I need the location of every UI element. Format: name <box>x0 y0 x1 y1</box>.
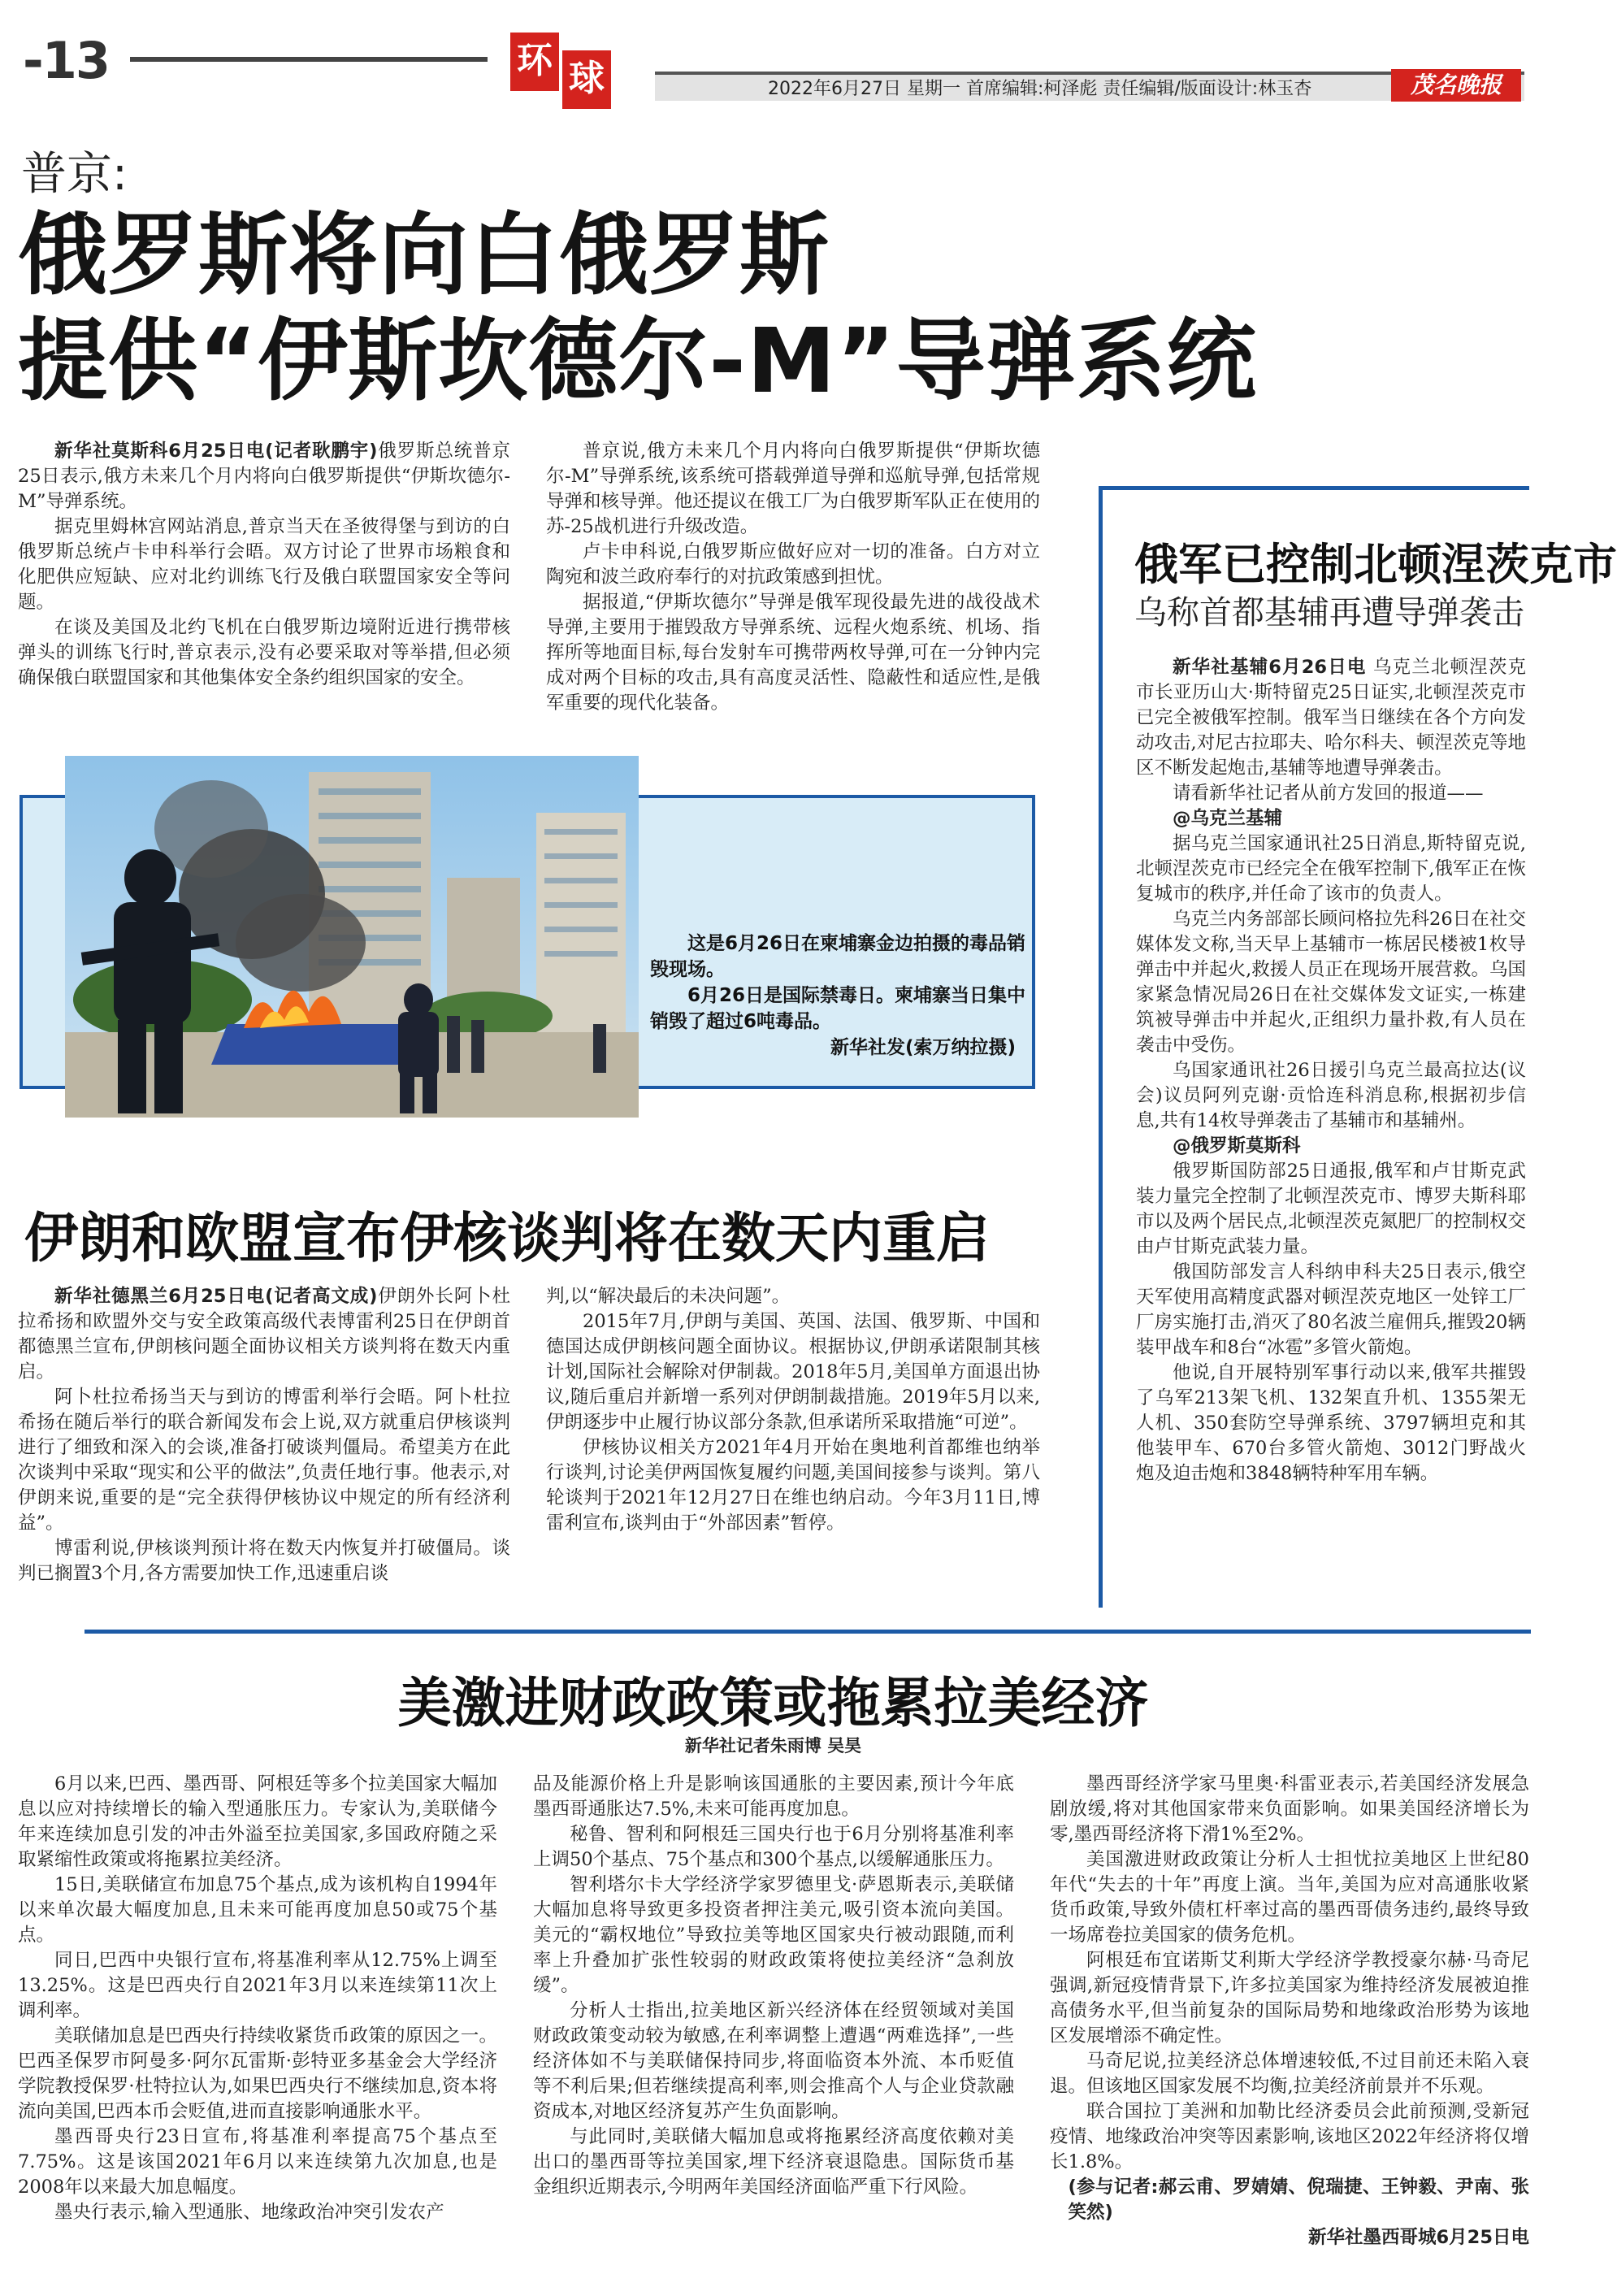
main-article-col1 <box>18 439 510 691</box>
main-col2-p2: 卢卡申科说,白俄罗斯应做好应对一切的准备。白方对立陶宛和波兰政府奉行的对抗政策感到担忧。 <box>546 541 1040 588</box>
latam-refs: (参与记者:郝云甫、罗婧婧、倪瑞捷、王钟毅、尹南、张笑然) <box>1068 2177 1529 2223</box>
latam-c1p3: 同日,巴西中央银行宣布,将基准利率从12.75%上调至13.25%。这是巴西央行自2021年3月以来连续第11次上调利率。 <box>18 1950 497 2021</box>
iran-p2: 阿卜杜拉希扬当天与到访的博雷利举行会晤。阿卜杜拉希扬在随后举行的联合新闻发布会上说,双方就重启伊核谈判进行了细致和深入的会谈,准备打破谈判僵局。希望美方在此次谈判中采取“现实和公平的做法”,负责任地行事。他表示,对伊朗来说,重要的是“完全获得伊核协议中规定的所有经济利益”。 <box>18 1387 510 1534</box>
side-article-title: 俄军已控制北顿涅茨克市 <box>1134 539 1617 590</box>
side-article-body <box>1136 655 1526 1487</box>
iran-lead: 新华社德黑兰6月25日电(记者高文成) <box>54 1286 378 1307</box>
header-info-text: 2022年6月27日 星期一 首席编辑:柯泽彪 责任编辑/版面设计:林玉杏 <box>768 79 1312 99</box>
latam-col1 <box>18 1772 497 2225</box>
iran-p4: 判,以“解决最后的未决问题”。 <box>546 1286 791 1307</box>
latam-c3p1: 墨西哥经济学家马里奥·科雷亚表示,若美国经济发展急剧放缓,将对其他国家带来负面影响。如果美国经济增长为零,墨西哥经济将下滑1%至2%。 <box>1050 1773 1529 1845</box>
page-number: -13 <box>23 31 110 90</box>
side-p4: 乌克兰内务部部长顾问格拉先科26日在社交媒体发文称,当天早上基辅市一栋居民楼被1枚导弹击中并起火,救援人员正在现场开展营救。乌国家紧急情况局26日在社交媒体发文证实,一栋建筑被导弹击中并起火,正组织力量扑救,有人员在袭击中受伤。 <box>1136 909 1526 1056</box>
main-col1-p3: 在谈及美国及北约飞机在白俄罗斯边境附近进行携带核弹头的训练飞行时,普京表示,没有必要采取对等举措,但必须确保俄白联盟国家和其他集体安全条约组织国家的安全。 <box>18 617 510 688</box>
caption-p1: 这是6月26日在柬埔寨金边拍摄的毒品销毁现场。 <box>650 933 1026 980</box>
latam-c1p1: 6月以来,巴西、墨西哥、阿根廷等多个拉美国家大幅加息以应对持续增长的输入型通胀压力。专家认为,美联储今年来连续加息引发的冲击外溢至拉美国家,多国政府随之采取紧缩性政策或将拖累拉美经济。 <box>18 1773 497 1870</box>
latam-c2p3: 智利塔尔卡大学经济学家罗德里戈·萨恩斯表示,美联储大幅加息将导致更多投资者押注美元,吸引资本流向美国。美元的“霸权地位”导致拉美等地区国家央行被动跟随,而利率上升叠加扩张性较弱的财政政策将使拉美经济“急刹放缓”。 <box>533 1874 1014 1996</box>
side-p3: 据乌克兰国家通讯社25日消息,斯特留克说,北顿涅茨克市已经完全在俄军控制下,俄军正在恢复城市的秩序,并任命了该市的负责人。 <box>1136 833 1526 905</box>
bottom-section-rule <box>85 1630 1531 1634</box>
main-article-col2 <box>546 439 1040 716</box>
side-lead: 新华社基辅6月26日电 <box>1173 657 1367 678</box>
latam-c2p2: 秘鲁、智利和阿根廷三国央行也于6月分别将基准利率上调50个基点、75个基点和300个基点,以缓解通胀压力。 <box>533 1824 1014 1870</box>
main-col2-p3: 据报道,“伊斯坎德尔”导弹是俄军现役最先进的战役战术导弹,主要用于摧毁敌方导弹系统、远程火炮系统、机场、指挥所等地面目标,每台发射车可携带两枚导弹,可在一分钟内完成对两个目标的攻击,具有高度灵活性、隐蔽性和适应性,是俄军重要的现代化装备。 <box>546 592 1040 714</box>
side-article-subtitle: 乌称首都基辅再遭导弹袭击 <box>1134 594 1524 632</box>
main-headline-line1: 俄罗斯将向白俄罗斯 <box>18 203 830 307</box>
latam-c2p1: 品及能源价格上升是影响该国通胀的主要因素,预计今年底墨西哥通胀达7.5%,未来可能再度加息。 <box>533 1773 1014 1820</box>
section-label-char-1: 环 <box>510 33 559 91</box>
latam-c1p4: 美联储加息是巴西央行持续收紧货币政策的原因之一。巴西圣保罗市阿曼多·阿尔瓦雷斯·彭特亚多基金会大学经济学院教授保罗·杜特拉认为,如果巴西央行不继续加息,资本将流向美国,巴西本币会贬值,进而直接影响通胀水平。 <box>18 2025 497 2122</box>
main-headline-line2: 提供“伊斯坎德尔-M”导弹系统 <box>18 309 1257 413</box>
latam-byline: 新华社记者朱雨博 吴昊 <box>684 1736 862 1756</box>
header-rule <box>130 57 488 62</box>
iran-p3: 博雷利说,伊核谈判预计将在数天内恢复并打破僵局。谈判已搁置3个月,各方需要加快工作,迅速重启谈 <box>18 1538 510 1584</box>
photo-caption <box>650 931 1032 1061</box>
latam-c2p5: 与此同时,美联储大幅加息或将拖累经济高度依赖对美出口的墨西哥等拉美国家,埋下经济衰退隐患。国际货币基金组织近期表示,今明两年美国经济面临严重下行风险。 <box>533 2126 1014 2198</box>
side-p2: 请看新华社记者从前方发回的报道—— <box>1173 783 1484 804</box>
latam-article-title: 美激进财政政策或拖累拉美经济 <box>397 1672 1149 1734</box>
latam-c1p2: 15日,美联储宣布加息75个基点,成为该机构自1994年以来单次最大幅度加息,且未来可能再度加息50或75个基点。 <box>18 1874 497 1946</box>
latam-c2p4: 分析人士指出,拉美地区新兴经济体在经贸领域对美国财政政策变动较为敏感,在利率调整上遭遇“两难选择”,一些经济体如不与美联储保持同步,将面临资本外流、本币贬值等不利后果;但若继续提高利率,则会推高个人与企业贷款融资成本,对地区经济复苏产生负面影响。 <box>533 2000 1014 2122</box>
side-p5: 乌国家通讯社26日援引乌克兰最高拉达(议会)议员阿列克谢·贡恰连科消息称,根据初步信息,共有14枚导弹袭击了基辅市和基辅州。 <box>1136 1060 1526 1131</box>
iran-p6: 伊核协议相关方2021年4月开始在奥地利首都维也纳举行谈判,讨论美伊两国恢复履约问题,美国间接参与谈判。第八轮谈判于2021年12月27日在维也纳启动。今年3月11日,博雷利宣布,谈判由于“外部因素”暂停。 <box>546 1437 1040 1534</box>
side-p7: 俄国防部发言人科纳申科夫25日表示,俄空天军使用高精度武器对顿涅茨克地区一处锌工厂厂房实施打击,消灭了80名波兰雇佣兵,摧毁20辆装甲战车和8台“冰雹”多管火箭炮。 <box>1136 1261 1526 1358</box>
main-col1-p1: 俄罗斯总统普京25日表示,俄方未来几个月内将向白俄罗斯提供“伊斯坎德尔-M”导弹系统。 <box>18 441 510 512</box>
latam-col2 <box>533 1772 1014 2200</box>
iran-article-title: 伊朗和欧盟宣布伊核谈判将在数天内重启 <box>24 1207 990 1270</box>
side-p8: 他说,自开展特别军事行动以来,俄军共摧毁了乌军213架飞机、132架直升机、1355架无人机、350套防空导弹系统、3797辆坦克和其他装甲车、670台多管火箭炮、3012门野战火炮及迫击炮和3848辆特种军用车辆。 <box>1136 1362 1526 1484</box>
iran-p5: 2015年7月,伊朗与美国、英国、法国、俄罗斯、中国和德国达成伊朗核问题全面协议。根据协议,伊朗承诺限制其核计划,国际社会解除对伊制裁。2018年5月,美国单方面退出协议,随后重启并新增一系列对伊朗制裁措施。2019年5月以来,伊朗逐步中止履行协议部分条款,但承诺所采取措施“可逆”。 <box>546 1311 1040 1433</box>
side-p6: 俄罗斯国防部25日通报,俄军和卢甘斯克武装力量完全控制了北顿涅茨克市、博罗夫斯科耶市以及两个居民点,北顿涅茨克氮肥厂的控制权交由卢甘斯克武装力量。 <box>1136 1161 1526 1257</box>
latam-c1p6: 墨央行表示,输入型通胀、地缘政治冲突引发农产 <box>54 2202 444 2223</box>
iran-article-col2 <box>546 1284 1040 1536</box>
latam-dateline: 新华社墨西哥城6月25日电 <box>1308 2227 1529 2248</box>
photo-credit: 新华社发(索万纳拉摄) <box>830 1037 1016 1058</box>
main-col2-p1: 普京说,俄方未来几个月内将向白俄罗斯提供“伊斯坎德尔-M”导弹系统,该系统可搭载弹道导弹和巡航导弹,包括常规导弹和核导弹。他还提议在俄工厂为白俄罗斯军队正在使用的苏-25战机进行升级改造。 <box>546 441 1040 537</box>
newspaper-logo: 茂名晚报 <box>1391 69 1521 102</box>
main-col1-p2: 据克里姆林宫网站消息,普京当天在圣彼得堡与到访的白俄罗斯总统卢卡申科举行会晤。双方讨论了世界市场粮食和化肥供应短缺、应对北约训练飞行及俄白联盟国家安全等问题。 <box>18 516 510 613</box>
side-tag-moscow: @俄罗斯莫斯科 <box>1173 1135 1301 1157</box>
latam-col3 <box>1050 1772 1529 2250</box>
caption-p2: 6月26日是国际禁毒日。柬埔寨当日集中销毁了超过6吨毒品。 <box>650 985 1026 1032</box>
news-photo <box>65 756 639 1118</box>
latam-c1p5: 墨西哥央行23日宣布,将基准利率提高75个基点至7.75%。这是该国2021年6月以来连续第九次加息,也是2008年以来最大加息幅度。 <box>18 2126 497 2198</box>
latam-c3p5: 联合国拉丁美洲和加勒比经济委员会此前预测,受新冠疫情、地缘政治冲突等因素影响,该地区2022年经济将仅增长1.8%。 <box>1050 2101 1529 2172</box>
section-label-char-2: 球 <box>562 50 611 109</box>
latam-c3p3: 阿根廷布宜诺斯艾利斯大学经济学教授豪尔赫·马奇尼强调,新冠疫情背景下,许多拉美国家为维持经济发展被迫推高债务水平,但当前复杂的国际局势和地缘政治形势为该地区发展增添不确定性。 <box>1050 1950 1529 2046</box>
main-lead: 新华社莫斯科6月25日电(记者耿鹏宇) <box>54 441 378 462</box>
side-p1: 乌克兰北顿涅茨克市长亚历山大·斯特留克25日证实,北顿涅茨克市已完全被俄军控制。俄军当日继续在各个方向发动攻击,对尼古拉耶夫、哈尔科夫、顿涅茨克等地区不断发起炮击,基辅等地遭导弹袭击。 <box>1136 657 1526 779</box>
main-kicker: 普京: <box>21 148 128 201</box>
iran-article-col1 <box>18 1284 510 1586</box>
latam-c3p2: 美国激进财政政策让分析人士担忧拉美地区上世纪80年代“失去的十年”再度上演。当年,美国为应对高通胀收紧货币政策,导致外债杠杆率过高的墨西哥债务违约,最终导致一场席卷拉美国家的债务危机。 <box>1050 1849 1529 1946</box>
latam-c3p4: 马奇尼说,拉美经济总体增速较低,不过目前还未陷入衰退。但该地区国家发展不均衡,拉美经济前景并不乐观。 <box>1050 2051 1529 2097</box>
side-tag-kyiv: @乌克兰基辅 <box>1173 808 1283 829</box>
iran-p1: 伊朗外长阿卜杜拉希扬和欧盟外交与安全政策高级代表博雷利25日在伊朗首都德黑兰宣布,伊朗核问题全面协议相关方谈判将在数天内重启。 <box>18 1286 510 1382</box>
